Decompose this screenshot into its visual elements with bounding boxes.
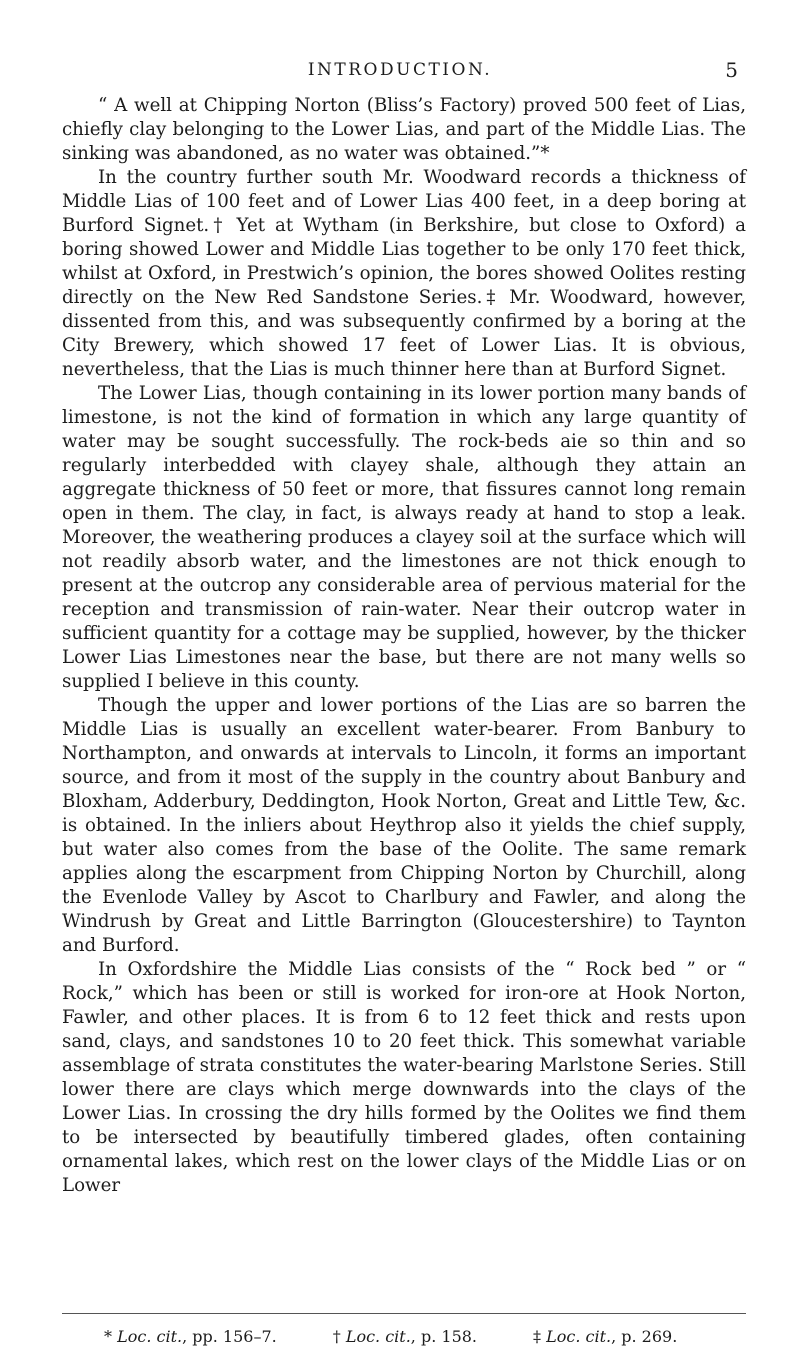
footnote-pages: , pp. 156–7. (182, 1327, 277, 1346)
paragraph: Though the upper and lower portions of the Lias are so barren the Middle Lias is usually an excellent water-bearer. From Banbury to Northampton, and onwards at intervals to Lincoln, it forms an important source, and from it most of the supply in the country about Banbury and Bloxham, Adderbury, Deddington, Hook Norton, Great and Little Tew, &c. is obtained. In the inliers about Heythrop also it yields the chief supply, but water also comes from the base of the Oolite. The same remark applies along the escarpment from Chipping Norton by Churchill, along the Evenlode Valley by Ascot to Charlbury and Fawler, and along the Windrush by Great and Little Barrington (Gloucestershire) to Taynton and Burford. (62, 695, 746, 956)
footnote (104, 1327, 277, 1346)
body-text (62, 94, 746, 1198)
footnote (533, 1327, 677, 1346)
footnote-reference: Loc. cit. (345, 1327, 411, 1346)
page-number: 5 (725, 58, 738, 82)
footnote-divider (62, 1313, 746, 1314)
footnote-pages: , p. 269. (611, 1327, 678, 1346)
footnote (333, 1327, 477, 1346)
running-title: INTRODUCTION. (307, 60, 493, 80)
paragraph: “ A well at Chipping Norton (Bliss’s Factory) proved 500 feet of Lias, chiefly clay belonging to the Lower Lias, and part of the Middle Lias. The sinking was abandoned, as no water was obtained.”* (62, 95, 746, 164)
running-head (0, 58, 800, 82)
footnote-mark: † (332, 1327, 341, 1346)
footnote-reference: Loc. cit. (117, 1327, 183, 1346)
footnote-pages: , p. 158. (410, 1327, 478, 1346)
paragraph: In the country further south Mr. Woodward records a thickness of Middle Lias of 100 feet and of Lower Lias 400 feet, in a deep boring at Burford Signet.† Yet at Wytham (in Berkshire, but close to Oxford) a boring showed Lower and Middle Lias together to be only 170 feet thick, whilst at Oxford, in Prestwich’s opinion, the bores showed Oolites resting directly on the New Red Sandstone Series.‡ Mr. Woodward, however, dissented from this, and was subsequently confirmed by a boring at the City Brewery, which showed 17 feet of Lower Lias. It is obvious, nevertheless, that the Lias is much thinner here than at Burford Signet. (62, 167, 746, 380)
footnote-mark: * (104, 1327, 112, 1346)
footnotes (104, 1327, 744, 1346)
paragraph: In Oxfordshire the Middle Lias consists of the “ Rock bed ” or “ Rock,” which has been or still is worked for iron-ore at Hook Norton, Fawler, and other places. It is from 6 to 12 feet thick and rests upon sand, clays, and sandstones 10 to 20 feet thick. This somewhat variable assemblage of strata constitutes the water-bearing Marlstone Series. Still lower there are clays which merge downwards into the clays of the Lower Lias. In crossing the dry hills formed by the Oolites we find them to be intersected by beautifully timbered glades, often containing ornamental lakes, which rest on the lower clays of the Middle Lias or on Lower (62, 959, 746, 1196)
paragraph: The Lower Lias, though containing in its lower portion many bands of limestone, is not the kind of formation in which any large quantity of water may be sought successfully. The rock-beds aie so thin and so regularly interbedded with clayey shale, although they attain an aggregate thickness of 50 feet or more, that fissures cannot long remain open in them. The clay, in fact, is always ready at hand to stop a leak. Moreover, the weathering produces a clayey soil at the surface which will not readily absorb water, and the limestones are not thick enough to present at the outcrop any considerable area of pervious material for the reception and transmission of rain-water. Near their outcrop water in sufficient quantity for a cottage may be supplied, however, by the thicker Lower Lias Limestones near the base, but there are not many wells so supplied I believe in this county. (62, 383, 746, 692)
footnote-mark: ‡ (533, 1327, 542, 1346)
footnote-reference: Loc. cit. (546, 1327, 612, 1346)
